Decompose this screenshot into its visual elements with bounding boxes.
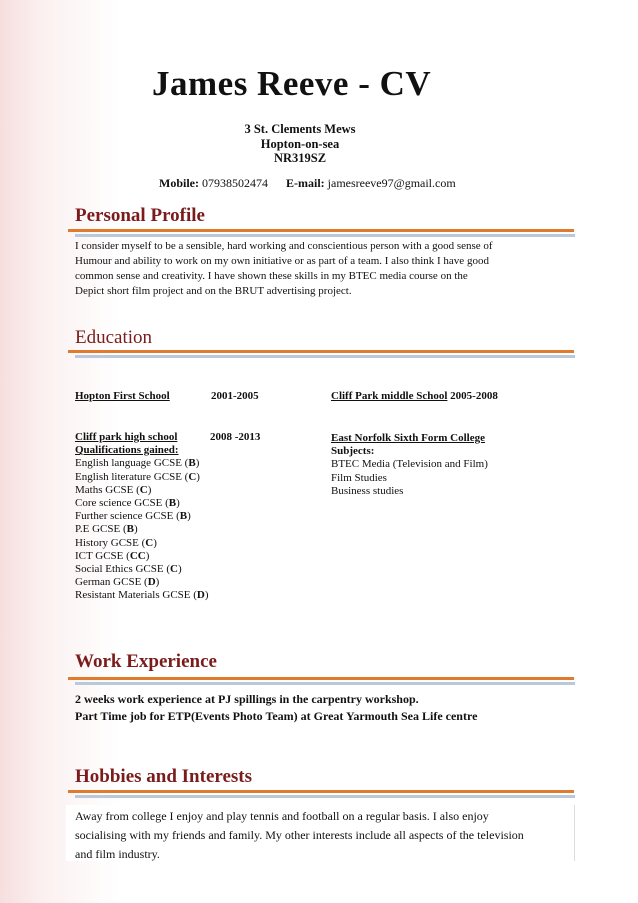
qualification-subject: P.E GCSE ( bbox=[75, 523, 127, 536]
edu-middle-school bbox=[331, 390, 498, 403]
divider-orange bbox=[68, 790, 574, 793]
cv-title: James Reeve - CV bbox=[152, 64, 432, 103]
profile-line: common sense and creativity. I have shown these skills in my BTEC media course on the bbox=[75, 270, 468, 282]
qualification-item: Resistant Materials GCSE (D) bbox=[75, 589, 209, 602]
email-address[interactable]: jamesreeve97@gmail.com bbox=[327, 176, 456, 190]
qualification-item: P.E GCSE (B) bbox=[75, 523, 138, 536]
subject-item: Film Studies bbox=[331, 471, 387, 484]
section-title-profile: Personal Profile bbox=[75, 205, 205, 226]
qualification-subject: Resistant Materials GCSE ( bbox=[75, 589, 197, 602]
address-line-1: 3 St. Clements Mews bbox=[244, 122, 356, 136]
qualification-subject: History GCSE ( bbox=[75, 536, 146, 549]
qualification-item: ICT GCSE (CC) bbox=[75, 549, 150, 562]
qualification-grade: CC bbox=[129, 549, 146, 562]
hobby-line: and film industry. bbox=[75, 847, 160, 861]
qualification-item: German GCSE (D) bbox=[75, 576, 160, 589]
qualification-grade: B bbox=[168, 497, 177, 510]
email-label: E-mail: bbox=[286, 176, 325, 190]
qualification-subject: Social Ethics GCSE ( bbox=[75, 563, 171, 576]
first-school-name: Hopton First School bbox=[75, 390, 170, 402]
college-name: East Norfolk Sixth Form College bbox=[331, 432, 485, 444]
high-school-dates: 2008 -2013 bbox=[210, 431, 261, 443]
profile-line: I consider myself to be a sensible, hard working and conscientious person with a good sense of bbox=[75, 240, 493, 252]
qualification-grade: B bbox=[126, 523, 134, 536]
first-school-dates: 2001-2005 bbox=[211, 390, 259, 402]
section-title-education: Education bbox=[75, 327, 153, 348]
profile-line: Humour and ability to work on my own initiative or as part of a team. I also think I have good bbox=[75, 255, 489, 267]
qualification-grade: D bbox=[196, 589, 205, 602]
qualification-subject: ICT GCSE ( bbox=[75, 549, 130, 562]
subject-item: BTEC Media (Television and Film) bbox=[331, 458, 488, 471]
contact-line bbox=[159, 176, 456, 191]
qualification-grade: C bbox=[170, 563, 178, 576]
address-line-2: Hopton-on-sea bbox=[260, 137, 340, 151]
qualification-item: Further science GCSE (B) bbox=[75, 510, 191, 523]
qualification-item: Social Ethics GCSE (C) bbox=[75, 563, 182, 576]
qualification-item: English literature GCSE (C) bbox=[75, 470, 200, 483]
hobbies-text bbox=[75, 807, 565, 864]
subject-item: Business studies bbox=[331, 484, 404, 497]
divider-blue bbox=[75, 682, 575, 685]
divider-blue bbox=[75, 795, 575, 798]
divider-orange bbox=[68, 229, 574, 232]
divider-blue bbox=[75, 355, 575, 358]
subjects-label: Subjects: bbox=[331, 445, 375, 458]
mobile-label: Mobile: bbox=[159, 176, 199, 190]
qualification-subject: German GCSE ( bbox=[75, 576, 148, 589]
profile-line: Depict short film project and on the BRUT advertising project. bbox=[75, 285, 352, 297]
quals-list bbox=[75, 457, 209, 602]
qualification-grade: B bbox=[179, 510, 188, 523]
mobile-number: 07938502474 bbox=[202, 176, 268, 190]
qualification-item: Maths GCSE (C) bbox=[75, 483, 152, 496]
divider-blue bbox=[75, 234, 575, 237]
qualification-subject: English language GCSE ( bbox=[75, 457, 189, 470]
qualification-item: Core science GCSE (B) bbox=[75, 497, 180, 510]
qualification-grade: B bbox=[188, 457, 196, 470]
quals-label: Qualifications gained: bbox=[75, 444, 179, 457]
work-line: 2 weeks work experience at PJ spillings in the carpentry workshop. bbox=[75, 692, 419, 706]
qualification-grade: C bbox=[139, 483, 148, 496]
edu-high-school bbox=[75, 431, 209, 603]
qualification-grade: C bbox=[145, 536, 154, 549]
work-line: Part Time job for ETP(Events Photo Team) at Great Yarmouth Sea Life centre bbox=[75, 709, 478, 723]
qualification-grade: C bbox=[188, 470, 197, 483]
section-title-hobbies: Hobbies and Interests bbox=[75, 766, 253, 787]
edu-first-school bbox=[75, 390, 170, 403]
address-line-3: NR319SZ bbox=[273, 151, 327, 165]
profile-text bbox=[75, 239, 545, 299]
qualification-item: English language GCSE (B) bbox=[75, 457, 200, 470]
qualification-item: History GCSE (C) bbox=[75, 536, 157, 549]
section-title-work: Work Experience bbox=[75, 651, 217, 672]
middle-school-dates: 2005-2008 bbox=[450, 390, 498, 402]
edu-college bbox=[331, 432, 488, 498]
divider-orange bbox=[68, 677, 574, 680]
middle-school-name: Cliff Park middle School bbox=[331, 390, 448, 402]
divider-orange bbox=[68, 350, 574, 353]
qualification-subject: Core science GCSE ( bbox=[75, 497, 169, 510]
high-school-name: Cliff park high school bbox=[75, 431, 178, 443]
hobby-line: socialising with my friends and family. My other interests include all aspects of the television bbox=[75, 828, 524, 842]
qualification-subject: Maths GCSE ( bbox=[75, 483, 140, 496]
qualification-subject: Further science GCSE ( bbox=[75, 510, 180, 523]
work-text bbox=[75, 691, 477, 725]
qualification-grade: D bbox=[147, 576, 156, 589]
hobby-line: Away from college I enjoy and play tennis and football on a regular basis. I also enjoy bbox=[75, 809, 489, 823]
qualification-subject: English literature GCSE ( bbox=[75, 470, 189, 483]
